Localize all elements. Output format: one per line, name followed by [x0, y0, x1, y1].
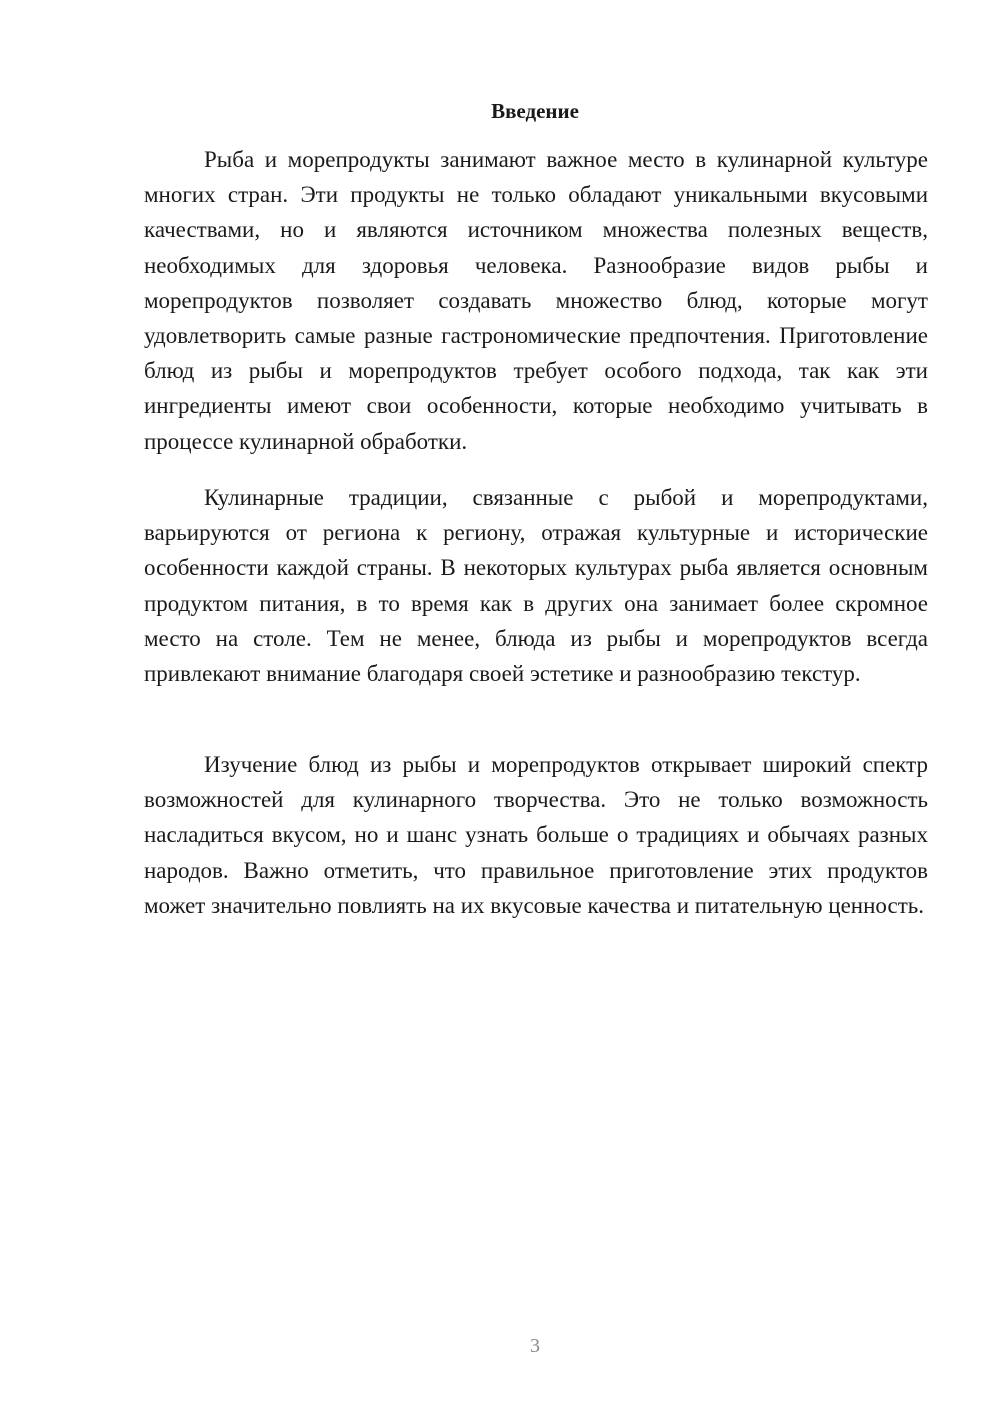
paragraph-2: Кулинарные традиции, связанные с рыбой и морепродуктами, варьируются от региона к региону, отражая культурные и исторические особенности каждой страны. В некоторых культурах рыба является основным продуктом питания, в то время как в других она занимает более скромное место на столе. Тем не менее, блюда из рыбы и морепродуктов всегда привлекают внимание благодаря своей эстетике и разнообразию текстур.	[144, 485, 928, 687]
paragraph-1: Рыба и морепродукты занимают важное место в кулинарной культуре многих стран. Эти продукты не только обладают уникальными вкусовыми качествами, но и являются источником множества полезных веществ, необходимых для здоровья человека. Разнообразие видов рыбы и морепродуктов позволяет создавать множество блюд, которые могут удовлетворить самые разные гастрономические предпочтения. Приготовление блюд из рыбы и морепродуктов требует особого подхода, так как эти ингредиенты имеют свои особенности, которые необходимо учитывать в процессе кулинарной обработки.	[144, 147, 928, 454]
page-number: 3	[530, 1335, 540, 1357]
section-heading: Введение	[491, 99, 579, 123]
paragraph-3: Изучение блюд из рыбы и морепродуктов открывает широкий спектр возможностей для кулинарного творчества. Это не только возможность насладиться вкусом, но и шанс узнать больше о традициях и обычаях разных народов. Важно отметить, что правильное приготовление этих продуктов может значительно повлиять на их вкусовые качества и питательную ценность.	[144, 752, 928, 918]
